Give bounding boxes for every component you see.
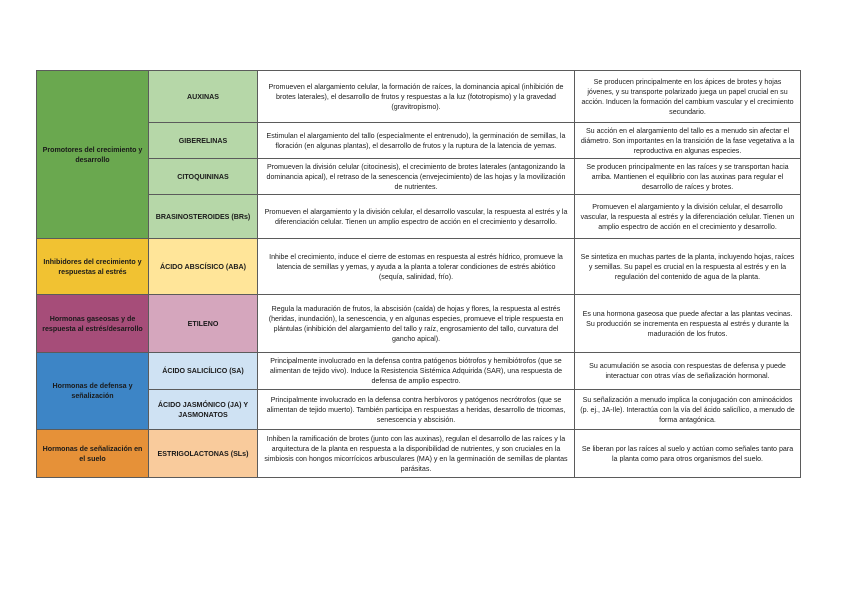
- group-gaseous-cell: Hormonas gaseosas y de respuesta al estrés/desarrollo: [37, 295, 149, 353]
- table-row: [37, 195, 801, 239]
- table-row: [37, 71, 801, 123]
- hormone-effects-salicilico: Principalmente involucrado en la defensa contra patógenos biótrofos y hemibiótrofos (que se alimentan de tejido vivo). Induce la Resistencia Sistémica Adquirida (SAR), una respuesta de defensa de amplio espectro.: [258, 353, 575, 390]
- hormone-notes-auxinas: Se producen principalmente en los ápices de brotes y hojas jóvenes, y su transporte polarizado juega un papel crucial en su acción. Inducen la formación del cambium vascular y el crecimiento secundario.: [575, 71, 801, 123]
- group-inhibitors-cell: Inhibidores del crecimiento y respuestas al estrés: [37, 239, 149, 295]
- table-row: [37, 123, 801, 159]
- table-row: [37, 353, 801, 390]
- hormone-name-salicilico: ÁCIDO SALICÍLICO (SA): [149, 353, 258, 390]
- table-row: [37, 159, 801, 195]
- hormone-effects-giberelinas: Estimulan el alargamiento del tallo (especialmente el entrenudo), la germinación de semillas, la floración (en algunas plantas), el desarrollo de frutos y la ruptura de la latencia de yemas.: [258, 123, 575, 159]
- hormone-effects-etileno: Regula la maduración de frutos, la abscisión (caída) de hojas y flores, la respuesta al estrés (heridas, inundación), la senescencia, y en algunas especies, promueve el triple respuesta en plántulas (inhibición del alargamiento del tallo y raíz, engrosamiento del tallo, curvatura del gancho apical).: [258, 295, 575, 353]
- hormone-effects-citoquininas: Promueven la división celular (citocinesis), el crecimiento de brotes laterales (antagonizando la dominancia apical), el retraso de la senescencia (envejecimiento) de las hojas y la movilización de nutrientes.: [258, 159, 575, 195]
- hormone-name-etileno: ETILENO: [149, 295, 258, 353]
- hormone-notes-salicilico: Su acumulación se asocia con respuestas de defensa y puede interactuar con otras vías de señalización hormonal.: [575, 353, 801, 390]
- table-row: [37, 239, 801, 295]
- hormone-name-jasmonico: ÁCIDO JASMÓNICO (JA) Y JASMONATOS: [149, 390, 258, 430]
- hormone-name-auxinas: AUXINAS: [149, 71, 258, 123]
- hormone-name-citoquininas: CITOQUININAS: [149, 159, 258, 195]
- hormone-notes-brasinosteroides: Promueven el alargamiento y la división celular, el desarrollo vascular, la respuesta al estrés y la diferenciación celular. Tienen un amplio espectro de acción en el crecimiento y desarrollo.: [575, 195, 801, 239]
- hormone-notes-estrigolactonas: Se liberan por las raíces al suelo y actúan como señales tanto para la planta como para otros organismos del suelo.: [575, 430, 801, 478]
- table-row: [37, 390, 801, 430]
- hormone-notes-aba: Se sintetiza en muchas partes de la planta, incluyendo hojas, raíces y semillas. Su papel es crucial en la respuesta al estrés y en la regulación del contenido de agua de la planta.: [575, 239, 801, 295]
- table-row: [37, 430, 801, 478]
- plant-hormones-table: [36, 70, 801, 478]
- table-row: [37, 295, 801, 353]
- hormone-effects-brasinosteroides: Promueven el alargamiento y la división celular, el desarrollo vascular, la respuesta al estrés y la diferenciación celular. Tienen un amplio espectro de acción en el crecimiento y desarrollo.: [258, 195, 575, 239]
- hormone-effects-aba: Inhibe el crecimiento, induce el cierre de estomas en respuesta al estrés hídrico, promueve la latencia de semillas y yemas, y ayuda a la planta a tolerar condiciones de estrés abiótico (sequía, salinidad, frío).: [258, 239, 575, 295]
- hormone-notes-jasmonico: Su señalización a menudo implica la conjugación con aminoácidos (p. ej., JA-Ile). Interactúa con la vía del ácido salicílico, a menudo de forma antagónica.: [575, 390, 801, 430]
- hormone-name-giberelinas: GIBERELINAS: [149, 123, 258, 159]
- hormone-name-aba: ÁCIDO ABSCÍSICO (ABA): [149, 239, 258, 295]
- hormone-effects-jasmonico: Principalmente involucrado en la defensa contra herbívoros y patógenos necrótrofos (que se alimentan de tejido muerto). También participa en respuestas a heridas, desarrollo de tricomas, senescencia y abscisión.: [258, 390, 575, 430]
- group-soil-cell: Hormonas de señalización en el suelo: [37, 430, 149, 478]
- hormone-name-estrigolactonas: ESTRIGOLACTONAS (SLs): [149, 430, 258, 478]
- group-defense-cell: Hormonas de defensa y señalización: [37, 353, 149, 430]
- hormone-notes-citoquininas: Se producen principalmente en las raíces y se transportan hacia arriba. Mantienen el equilibrio con las auxinas para regular el desarrollo de raíces y brotes.: [575, 159, 801, 195]
- hormone-name-brasinosteroides: BRASINOSTEROIDES (BRs): [149, 195, 258, 239]
- hormone-notes-giberelinas: Su acción en el alargamiento del tallo es a menudo sin afectar el diámetro. Son importantes en la transición de la fase vegetativa a la reproductiva en algunas especies.: [575, 123, 801, 159]
- hormone-effects-estrigolactonas: Inhiben la ramificación de brotes (junto con las auxinas), regulan el desarrollo de las raíces y la arquitectura de la planta en respuesta a la disponibilidad de nutrientes, y son cruciales en la simbiosis con hongos micorrícicos arbusculares (MA) y en la germinación de semillas de plantas parásitas.: [258, 430, 575, 478]
- group-promoters-cell: Promotores del crecimiento y desarrollo: [37, 71, 149, 239]
- hormone-effects-auxinas: Promueven el alargamiento celular, la formación de raíces, la dominancia apical (inhibición de brotes laterales), el desarrollo de frutos y respuestas a la luz (fototropismo) y la gravedad (gravitropismo).: [258, 71, 575, 123]
- hormone-notes-etileno: Es una hormona gaseosa que puede afectar a las plantas vecinas. Su producción se incrementa en respuesta al estrés y durante la maduración de los frutos.: [575, 295, 801, 353]
